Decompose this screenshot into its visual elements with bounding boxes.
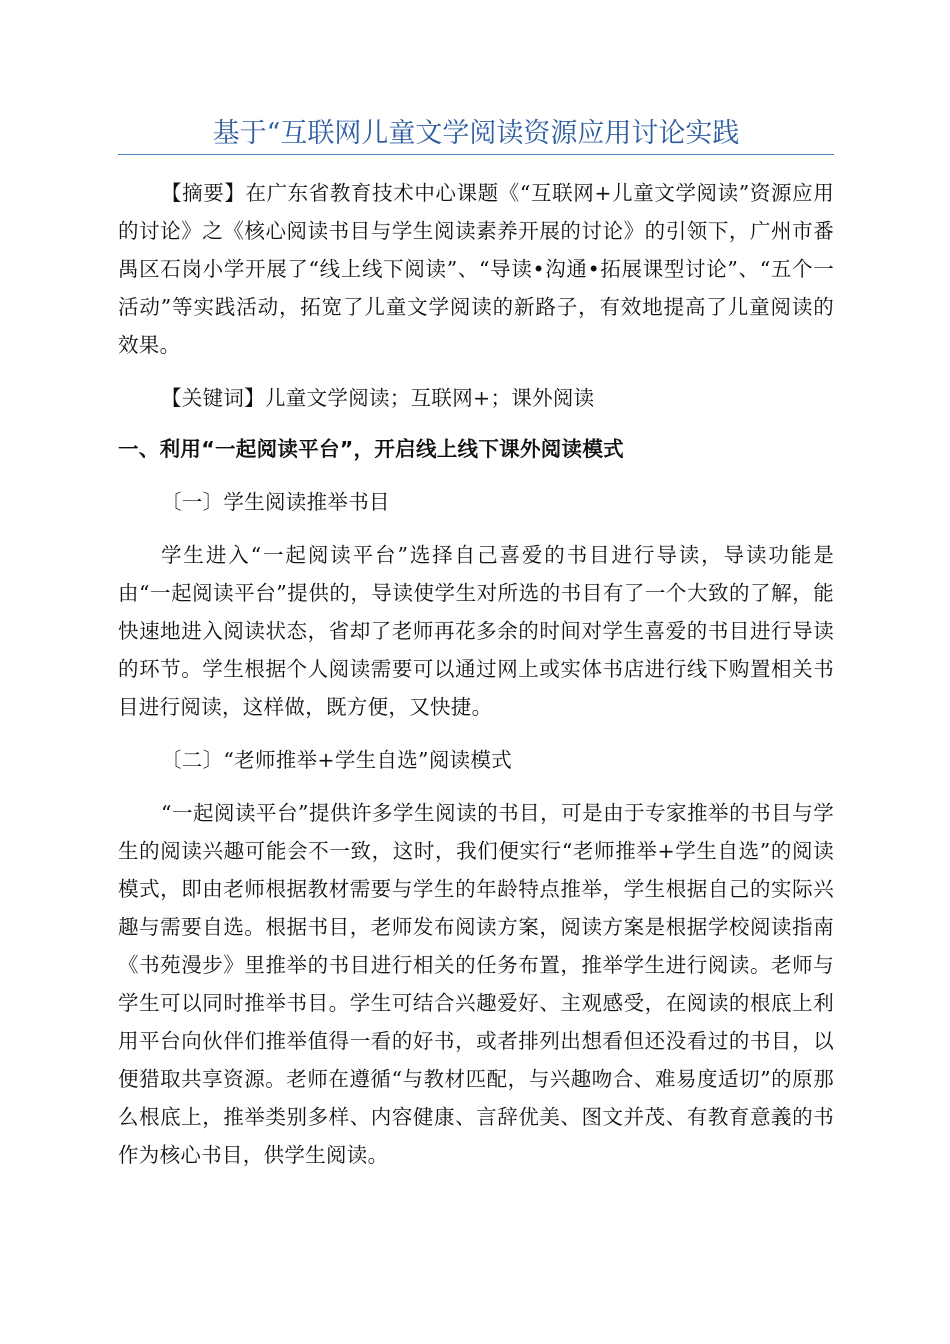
section-heading-1: 一、利用“一起阅读平台”，开启线上线下课外阅读模式: [118, 437, 624, 461]
subsection-heading-1: 〔一〕学生阅读推举书目: [161, 490, 390, 514]
keywords-paragraph: [118, 379, 834, 417]
document-title: 基于“互联网儿童文学阅读资源应用讨论实践: [212, 118, 740, 149]
subsection-1-paragraph: 学生进入“一起阅读平台”选择自己喜爱的书目进行导读，导读功能是由“一起阅读平台”提供的，导读使学生对所选的书目有了一个大致的了解，能快速地进入阅读状态，省却了老师再花多余的时间对学生喜爱的书目进行导读的环节。学生根据个人阅读需要可以通过网上或实体书店进行线下购置相关书目进行阅读，这样做，既方便，又快捷。: [118, 543, 834, 719]
subsection-2-paragraph: “一起阅读平台”提供许多学生阅读的书目，可是由于专家推举的书目与学生的阅读兴趣可能会不一致，这时，我们便实行“老师推举+学生自选”的阅读模式，即由老师根据教材需要与学生的年龄特点推举，学生根据自己的实际兴趣与需要自选。根据书目，老师发布阅读方案，阅读方案是根据学校阅读指南《书苑漫步》里推举的书目进行相关的任务布置，推举学生进行阅读。老师与学生可以同时推举书目。学生可结合兴趣爱好、主观感受，在阅读的根底上利用平台向伙伴们推举值得一看的好书，或者排列出想看但还没看过的书目，以便猎取共享资源。老师在遵循“与教材匹配，与兴趣吻合、难易度适切”的原那么根底上，推举类别多样、内容健康、言辞优美、图文并茂、有教育意義的书作为核心书目，供学生阅读。: [118, 801, 834, 1167]
subsection-heading-2: 〔二〕“老师推举+学生自选”阅读模式: [161, 748, 513, 772]
abstract-text: 在广东省教育技术中心课题《“互联网+儿童文学阅读”资源应用的讨论》之《核心阅读书目与学生阅读素养开展的讨论》的引领下，广州市番禺区石岗小学开展了“线上线下阅读”、“导读•沟通•拓展课型讨论”、“五个一活动”等实践活动，拓宽了儿童文学阅读的新路子，有效地提高了儿童阅读的效果。: [118, 181, 834, 357]
title-underline: [118, 154, 834, 155]
document-body: [118, 174, 834, 1174]
keywords-text: 儿童文学阅读；互联网+；课外阅读: [265, 386, 595, 410]
abstract-paragraph: [118, 174, 834, 364]
abstract-label: 【摘要】: [161, 181, 246, 205]
keywords-label: 【关键词】: [161, 386, 265, 410]
